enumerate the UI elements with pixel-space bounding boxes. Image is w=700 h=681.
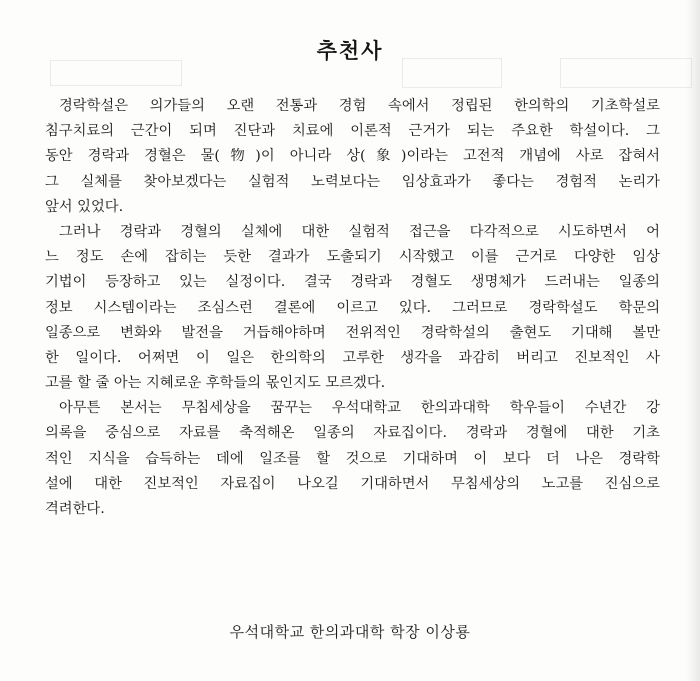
paragraph-3 (45, 396, 660, 522)
text-line: 의록을 중심으로 자료를 축적해온 일종의 자료집이다. 경락과 경혈에 대한 기초 (45, 425, 660, 442)
text-line: 그 실체를 찾아보겠다는 실험적 노력보다는 임상효과가 좋다는 경험적 논리가 (45, 173, 660, 190)
text-line: 침구치료의 근간이 되며 진단과 치료에 이론적 근거가 되는 주요한 학설이다. 그 (45, 123, 660, 140)
foreword-body (45, 94, 660, 522)
page-edge-shadow (686, 0, 700, 681)
text-line: 정보 시스템이라는 조심스런 결론에 이르고 있다. 그러므로 경락학설도 학문의 (45, 299, 660, 316)
page-title: 추천사 (316, 39, 384, 63)
text-line: 아무튼 본서는 무침세상을 꿈꾸는 우석대학교 한의과대학 학우들이 수년간 강 (59, 400, 660, 417)
paragraph-2 (45, 220, 660, 396)
text-line: 기법이 등장하고 있는 실정이다. 결국 경락과 경혈도 생명체가 드러내는 일종의 (45, 274, 660, 291)
text-line: 고를 할 줄 아는 지혜로운 후학들의 몫인지도 모르겠다. (45, 375, 386, 392)
text-line: 적인 지식을 습득하는 데에 일조를 할 것으로 기대하며 이 보다 더 나은 경락학 (45, 450, 660, 467)
signature-line: 우석대학교 한의과대학 학장 이상룡 (229, 623, 471, 641)
paragraph-1 (45, 94, 660, 220)
text-line: 한 일이다. 어쩌면 이 일은 한의학의 고루한 생각을 과감히 버리고 진보적인 사 (45, 349, 660, 366)
text-line: 설에 대한 진보적인 자료집이 나오길 기대하면서 무침세상의 노고를 진심으로 (45, 475, 660, 492)
text-line: 동안 경락과 경혈은 물(物)이 아니라 상(象)이라는 고전적 개념에 사로 잡혀서 (45, 148, 660, 165)
text-line: 일종으로 변화와 발전을 거듭해야하며 전위적인 경락학설의 출현도 기대해 볼만 (45, 324, 660, 341)
text-line: 격려한다. (45, 501, 105, 517)
text-line: 그러나 경락과 경혈의 실체에 대한 실험적 접근을 다각적으로 시도하면서 어 (59, 223, 660, 240)
text-line: 경락학설은 의가들의 오랜 전통과 경험 속에서 정립된 한의학의 기초학설로 (59, 98, 660, 114)
text-line: 느 정도 손에 잡히는 듯한 결과가 도출되기 시작했고 이를 근거로 다양한 임상 (45, 249, 660, 266)
text-line: 앞서 있었다. (45, 198, 124, 215)
